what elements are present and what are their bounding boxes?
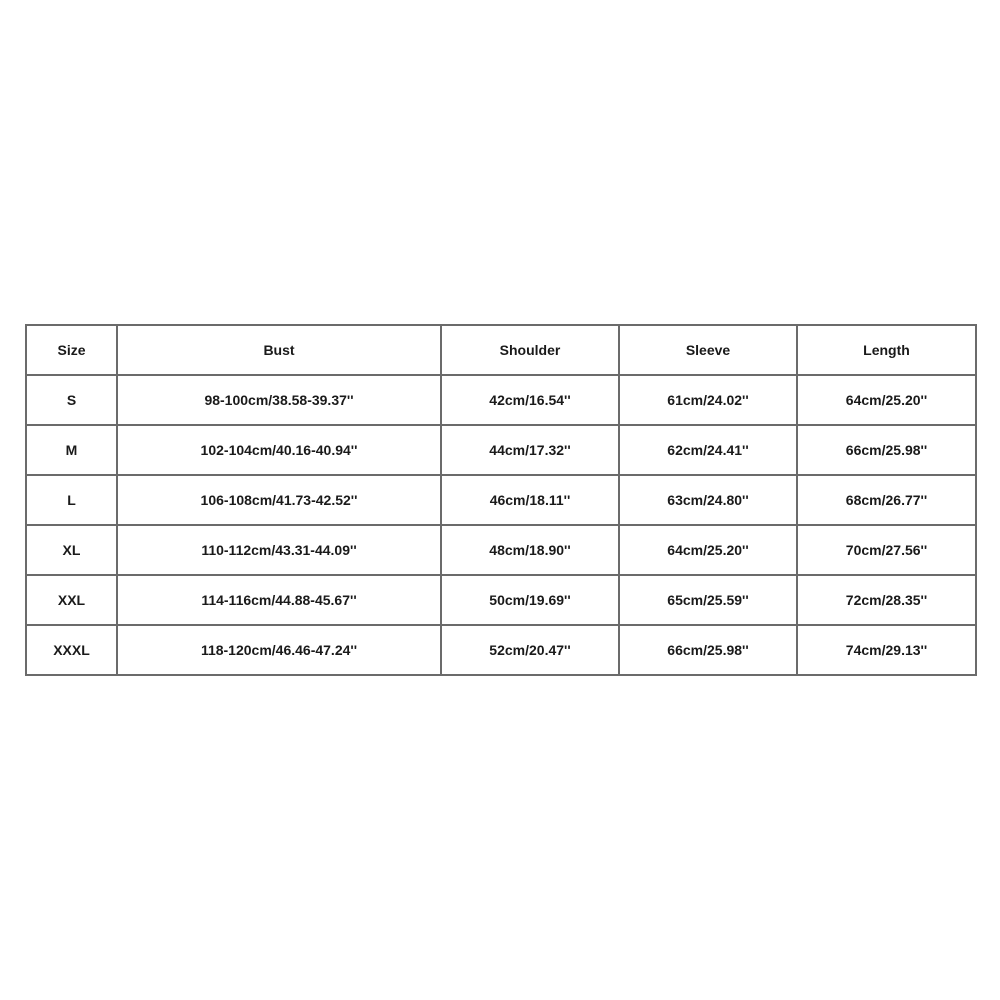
table-row xyxy=(26,625,976,675)
bust-cell: 110-112cm/43.31-44.09'' xyxy=(117,525,441,575)
length-cell: 66cm/25.98'' xyxy=(797,425,976,475)
size-cell: XL xyxy=(26,525,117,575)
shoulder-cell: 42cm/16.54'' xyxy=(441,375,619,425)
bust-cell: 118-120cm/46.46-47.24'' xyxy=(117,625,441,675)
shoulder-cell: 44cm/17.32'' xyxy=(441,425,619,475)
size-cell: M xyxy=(26,425,117,475)
bust-cell: 114-116cm/44.88-45.67'' xyxy=(117,575,441,625)
sleeve-cell: 64cm/25.20'' xyxy=(619,525,797,575)
table-row xyxy=(26,525,976,575)
size-chart-table xyxy=(25,324,977,676)
header-sleeve: Sleeve xyxy=(619,325,797,375)
length-cell: 70cm/27.56'' xyxy=(797,525,976,575)
size-cell: XXL xyxy=(26,575,117,625)
shoulder-cell: 48cm/18.90'' xyxy=(441,525,619,575)
header-size: Size xyxy=(26,325,117,375)
header-shoulder: Shoulder xyxy=(441,325,619,375)
sleeve-cell: 63cm/24.80'' xyxy=(619,475,797,525)
sleeve-cell: 61cm/24.02'' xyxy=(619,375,797,425)
length-cell: 72cm/28.35'' xyxy=(797,575,976,625)
size-cell: S xyxy=(26,375,117,425)
bust-cell: 98-100cm/38.58-39.37'' xyxy=(117,375,441,425)
sleeve-cell: 65cm/25.59'' xyxy=(619,575,797,625)
header-length: Length xyxy=(797,325,976,375)
size-cell: XXXL xyxy=(26,625,117,675)
bust-cell: 102-104cm/40.16-40.94'' xyxy=(117,425,441,475)
table-row xyxy=(26,375,976,425)
size-cell: L xyxy=(26,475,117,525)
table-header-row xyxy=(26,325,976,375)
shoulder-cell: 46cm/18.11'' xyxy=(441,475,619,525)
table-row xyxy=(26,475,976,525)
length-cell: 74cm/29.13'' xyxy=(797,625,976,675)
header-bust: Bust xyxy=(117,325,441,375)
table-row xyxy=(26,575,976,625)
shoulder-cell: 52cm/20.47'' xyxy=(441,625,619,675)
length-cell: 64cm/25.20'' xyxy=(797,375,976,425)
bust-cell: 106-108cm/41.73-42.52'' xyxy=(117,475,441,525)
length-cell: 68cm/26.77'' xyxy=(797,475,976,525)
table-row xyxy=(26,425,976,475)
sleeve-cell: 62cm/24.41'' xyxy=(619,425,797,475)
shoulder-cell: 50cm/19.69'' xyxy=(441,575,619,625)
sleeve-cell: 66cm/25.98'' xyxy=(619,625,797,675)
